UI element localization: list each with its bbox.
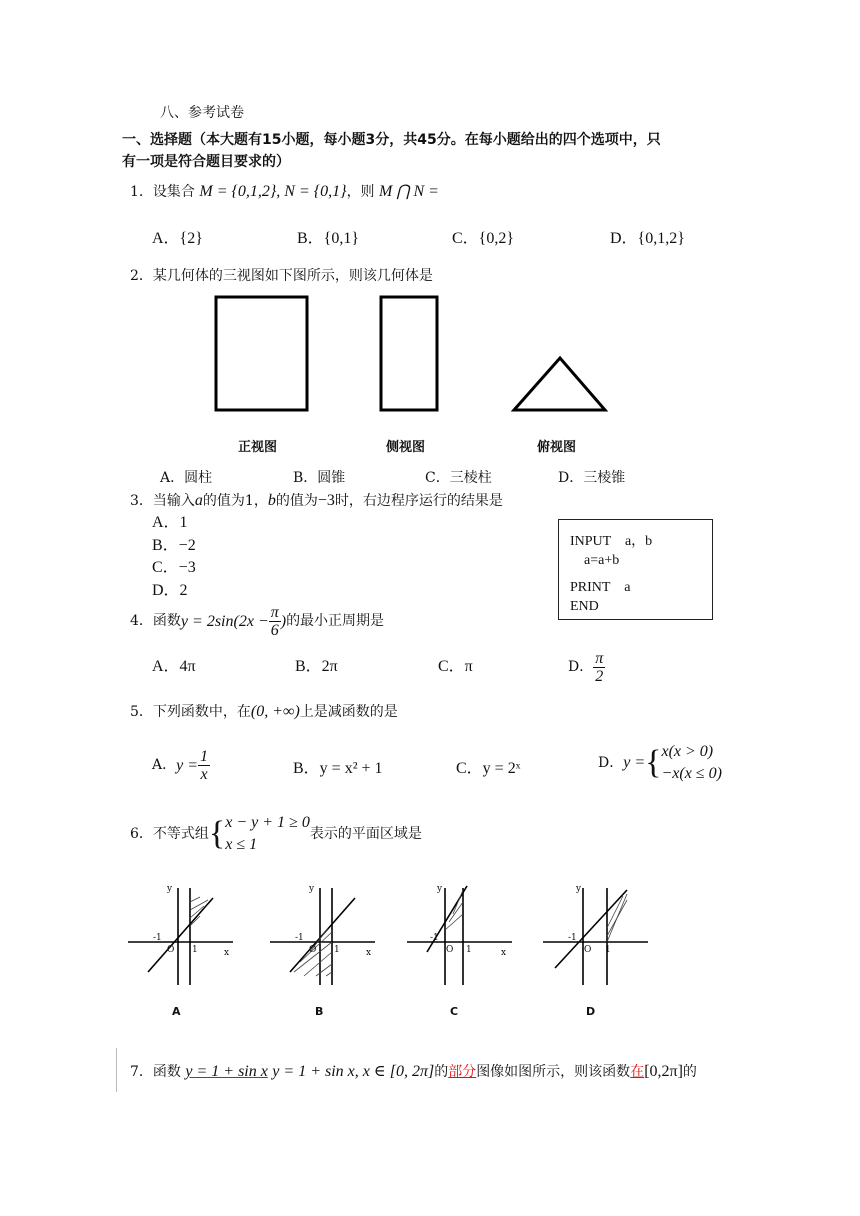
graph-a-tick-o: O <box>167 945 175 955</box>
graph-b-y-label: y <box>309 884 315 894</box>
side-view-label: 侧视图 <box>386 440 426 455</box>
q4-option-b: B．2π <box>295 658 338 675</box>
graph-b-tick-1: 1 <box>334 945 340 955</box>
graph-d-tick-neg1: -1 <box>568 933 577 943</box>
q5-option-d: D．y ={ x(x > 0) −x(x ≤ 0) <box>598 743 722 782</box>
q1-option-a: A．{2} <box>152 230 203 247</box>
q3-option-b: B．−2 <box>152 537 196 554</box>
question-1-stem: 1．设集合 M = {0,1,2}, N = {0,1}，则 M ⋂ N = <box>130 183 439 200</box>
graph-d-tick-1: 1 <box>605 945 611 955</box>
q3-option-d: D．2 <box>152 582 188 599</box>
graph-a <box>128 880 238 990</box>
graph-label-c: C <box>450 1005 459 1018</box>
graph-label-d: D <box>586 1005 596 1018</box>
three-view-diagram <box>200 290 630 420</box>
q1-option-b: B．{0,1} <box>297 230 360 247</box>
program-line-1: INPUT a，b <box>570 534 653 549</box>
program-line-4: END <box>570 599 599 614</box>
section-title: 八、参考试卷 <box>160 105 244 121</box>
graph-c-tick-1: 1 <box>466 945 472 955</box>
question-5-stem: 5．下列函数中，在(0, +∞)上是减函数的是 <box>130 703 398 720</box>
q2-option-b: B．圆锥 <box>293 470 346 486</box>
q1-option-c: C．{0,2} <box>452 230 515 247</box>
q5-option-a: A．y = $\frac{1}{x}$ <box>152 748 209 783</box>
q2-option-d: D．三棱锥 <box>558 470 626 486</box>
question-7-stem: 7．函数 y = 1 + sin x y = 1 + sin x, x ∈ [0, 2π]的部分图像如图所示，则该函数在[0,2π]的 <box>130 1063 697 1080</box>
question-4-stem: 4．函数y = 2sin(2x − $\frac{\pi}{6}$ )的最小正周期是 <box>130 604 385 639</box>
q2-option-a: A．圆柱 <box>160 470 213 486</box>
graph-d <box>543 880 653 990</box>
q5-option-c: C．y = 2ˣ <box>456 760 521 777</box>
part-heading-line1: 一、选择题（本大题有15小题，每小题3分，共45分。在每小题给出的四个选项中，只 <box>122 132 661 148</box>
graph-c-tick-neg1: -1 <box>430 933 439 943</box>
graph-c-tick-o: O <box>446 945 454 955</box>
q3-option-a: A．1 <box>152 514 188 531</box>
revision-bar <box>116 1048 117 1092</box>
graph-d-tick-o: O <box>584 945 592 955</box>
q2-option-c: C．三棱柱 <box>425 470 492 486</box>
graph-c-x-label: x <box>501 948 507 958</box>
graph-b-tick-o: O <box>309 945 317 955</box>
q3-option-c: C．−3 <box>152 559 196 576</box>
graph-a-tick-neg1: -1 <box>153 933 162 943</box>
graph-a-y-label: y <box>167 884 173 894</box>
program-line-2: a=a+b <box>584 553 620 568</box>
question-6-stem: 6．不等式组{ x − y + 1 ≥ 0 x ≤ 1 表示的平面区域是 <box>130 814 422 853</box>
graph-b <box>270 880 380 990</box>
q4-option-d: D． $\frac{\pi}{2}$ <box>568 650 604 685</box>
program-box <box>558 519 713 620</box>
graph-d-y-label: y <box>576 884 582 894</box>
q4-option-a: A．4π <box>152 658 196 675</box>
top-view-label: 俯视图 <box>537 440 577 455</box>
part-heading-line2: 有一项是符合题目要求的） <box>122 154 290 170</box>
top-view-triangle <box>514 358 605 410</box>
question-2-stem: 2．某几何体的三视图如下图所示，则该几何体是 <box>130 268 433 284</box>
graph-label-b: B <box>315 1005 324 1018</box>
graph-a-tick-1: 1 <box>192 945 198 955</box>
graph-b-tick-neg1: -1 <box>295 933 304 943</box>
graph-c <box>407 880 517 990</box>
program-line-3: PRINT a <box>570 580 631 595</box>
q5-option-b: B．y = x² + 1 <box>293 760 383 777</box>
graph-c-y-label: y <box>437 884 443 894</box>
graph-a-x-label: x <box>224 948 230 958</box>
q4-option-c: C．π <box>438 658 473 675</box>
question-3-stem: 3．当输入a的值为1，b的值为−3时，右边程序运行的结果是 <box>130 492 503 509</box>
q1-option-d: D．{0,1,2} <box>610 230 685 247</box>
graph-b-x-label: x <box>366 948 372 958</box>
side-view-rect <box>381 297 437 410</box>
front-view-rect <box>216 297 307 410</box>
graph-label-a: A <box>172 1005 181 1018</box>
front-view-label: 正视图 <box>238 440 278 455</box>
